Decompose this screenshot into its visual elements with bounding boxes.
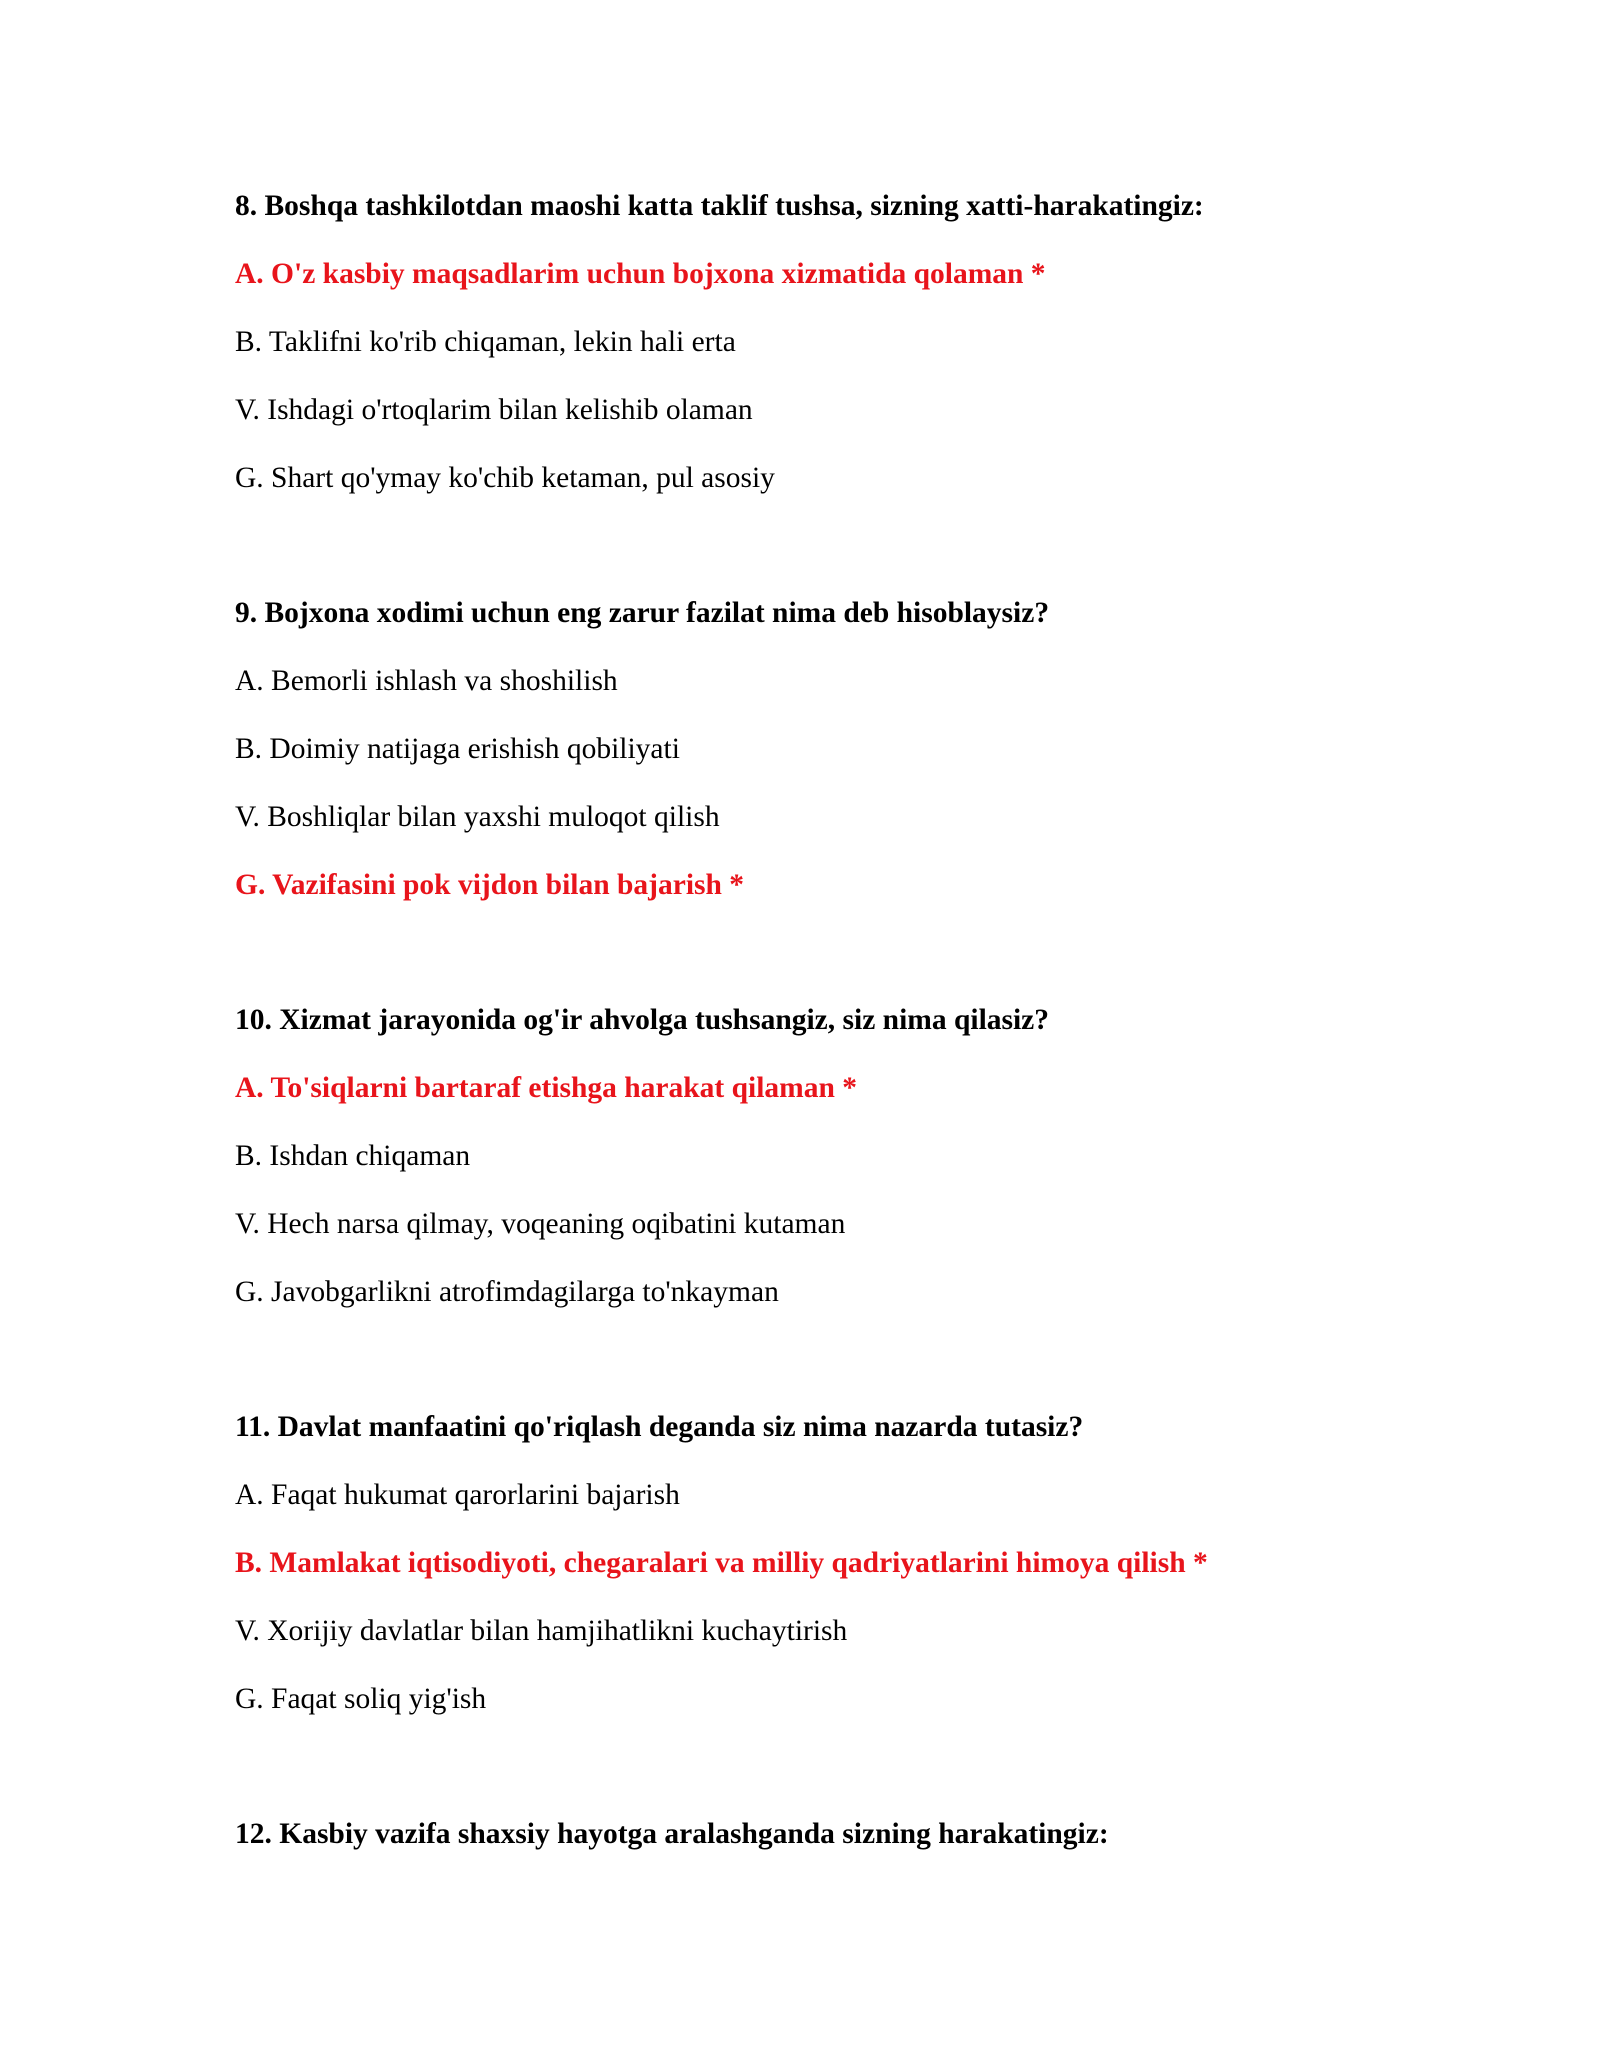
question-8 <box>235 186 1435 498</box>
answer-option-g: G. Faqat soliq yig'ish <box>235 1683 487 1715</box>
question-11 <box>235 1407 1435 1719</box>
answer-option-b: B. Taklifni ko'rib chiqaman, lekin hali erta <box>235 326 736 358</box>
answer-option-a: A. Faqat hukumat qarorlarini bajarish <box>235 1479 680 1511</box>
question-title: 11. Davlat manfaatini qo'riqlash deganda siz nima nazarda tutasiz? <box>235 1411 1084 1443</box>
answer-option-g: G. Vazifasini pok vijdon bilan bajarish * <box>235 869 745 901</box>
question-title: 10. Xizmat jarayonida og'ir ahvolga tushsangiz, siz nima qilasiz? <box>235 1004 1050 1036</box>
answer-option-b: B. Ishdan chiqaman <box>235 1140 471 1172</box>
answer-option-b: B. Mamlakat iqtisodiyoti, chegaralari va milliy qadriyatlarini himoya qilish * <box>235 1547 1208 1579</box>
question-spacer <box>235 1747 1435 1814</box>
document-page <box>235 186 1435 1882</box>
question-12 <box>235 1814 1435 1854</box>
answer-option-a: A. Bemorli ishlash va shoshilish <box>235 665 618 697</box>
answer-option-v: V. Ishdagi o'rtoqlarim bilan kelishib olaman <box>235 394 753 426</box>
question-spacer <box>235 526 1435 593</box>
question-title: 12. Kasbiy vazifa shaxsiy hayotga aralashganda sizning harakatingiz: <box>235 1818 1109 1850</box>
answer-option-g: G. Shart qo'ymay ko'chib ketaman, pul asosiy <box>235 462 775 494</box>
question-spacer <box>235 933 1435 1000</box>
answer-option-v: V. Hech narsa qilmay, voqeaning oqibatini kutaman <box>235 1208 846 1240</box>
question-title: 8. Boshqa tashkilotdan maoshi katta taklif tushsa, sizning xatti-harakatingiz: <box>235 190 1204 222</box>
answer-option-a: A. To'siqlarni bartaraf etishga harakat qilaman * <box>235 1072 858 1104</box>
question-10 <box>235 1000 1435 1312</box>
answer-option-v: V. Boshliqlar bilan yaxshi muloqot qilish <box>235 801 720 833</box>
question-title: 9. Bojxona xodimi uchun eng zarur fazilat nima deb hisoblaysiz? <box>235 597 1050 629</box>
answer-option-a: A. O'z kasbiy maqsadlarim uchun bojxona xizmatida qolaman * <box>235 258 1046 290</box>
answer-option-b: B. Doimiy natijaga erishish qobiliyati <box>235 733 680 765</box>
answer-option-g: G. Javobgarlikni atrofimdagilarga to'nkayman <box>235 1276 779 1308</box>
question-spacer <box>235 1340 1435 1407</box>
answer-option-v: V. Xorijiy davlatlar bilan hamjihatlikni kuchaytirish <box>235 1615 848 1647</box>
question-9 <box>235 593 1435 905</box>
